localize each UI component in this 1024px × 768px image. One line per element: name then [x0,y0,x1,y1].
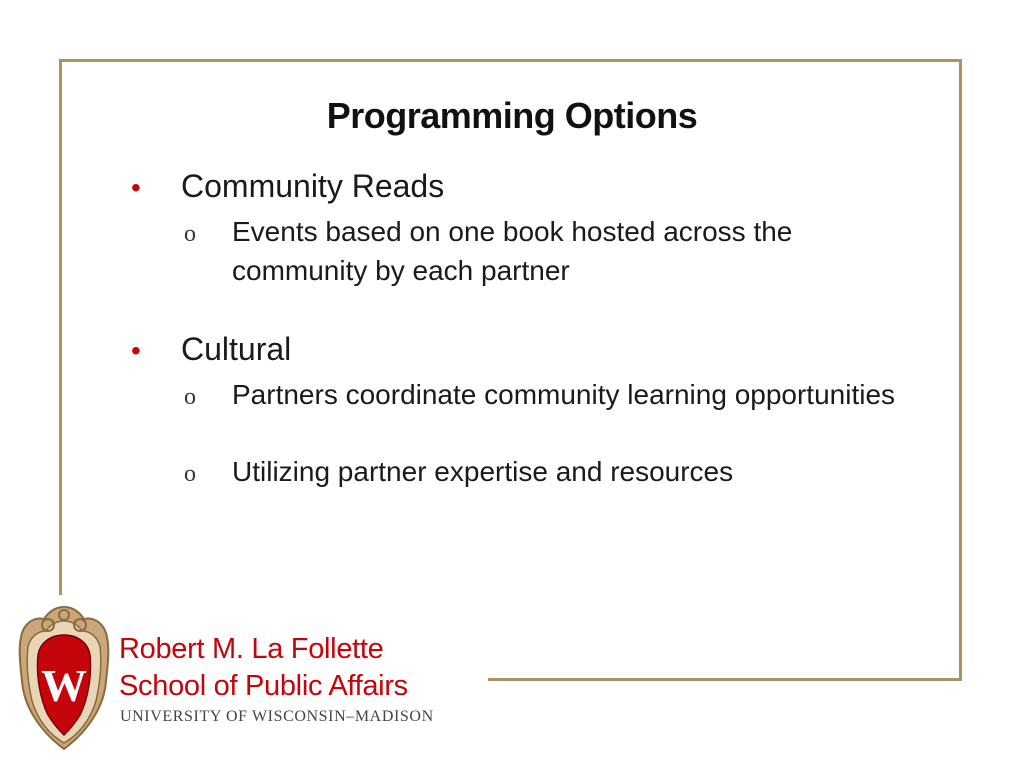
logo-school-name-line1: Robert M. La Follette [119,633,384,665]
bullet-label: Cultural [181,331,292,367]
sub-bullet [184,375,912,414]
svg-text:W: W [41,660,87,711]
sub-bullet-marker: o [184,221,196,247]
sub-bullet-marker: o [184,461,196,487]
bullet-label: Community Reads [181,168,445,204]
logo-school-name-line2: School of Public Affairs [119,670,408,702]
sub-bullet-text: Utilizing partner expertise and resources [232,456,734,487]
bullet-community-reads [131,168,444,205]
sub-bullet-marker: o [184,384,196,410]
uw-crest-icon [14,603,114,751]
sub-bullet-text: Partners coordinate community learning opportunities [232,379,896,410]
logo-university-name: UNIVERSITY OF WISCONSIN–MADISON [120,708,434,725]
sub-bullet [184,452,912,491]
slide-title: Programming Options [326,95,698,136]
sub-bullet [184,212,912,290]
sub-bullet-text: Events based on one book hosted across the community by each partner [232,216,793,286]
bullet-marker: • [131,335,141,366]
bullet-cultural [131,331,291,368]
bullet-marker: • [131,172,141,203]
